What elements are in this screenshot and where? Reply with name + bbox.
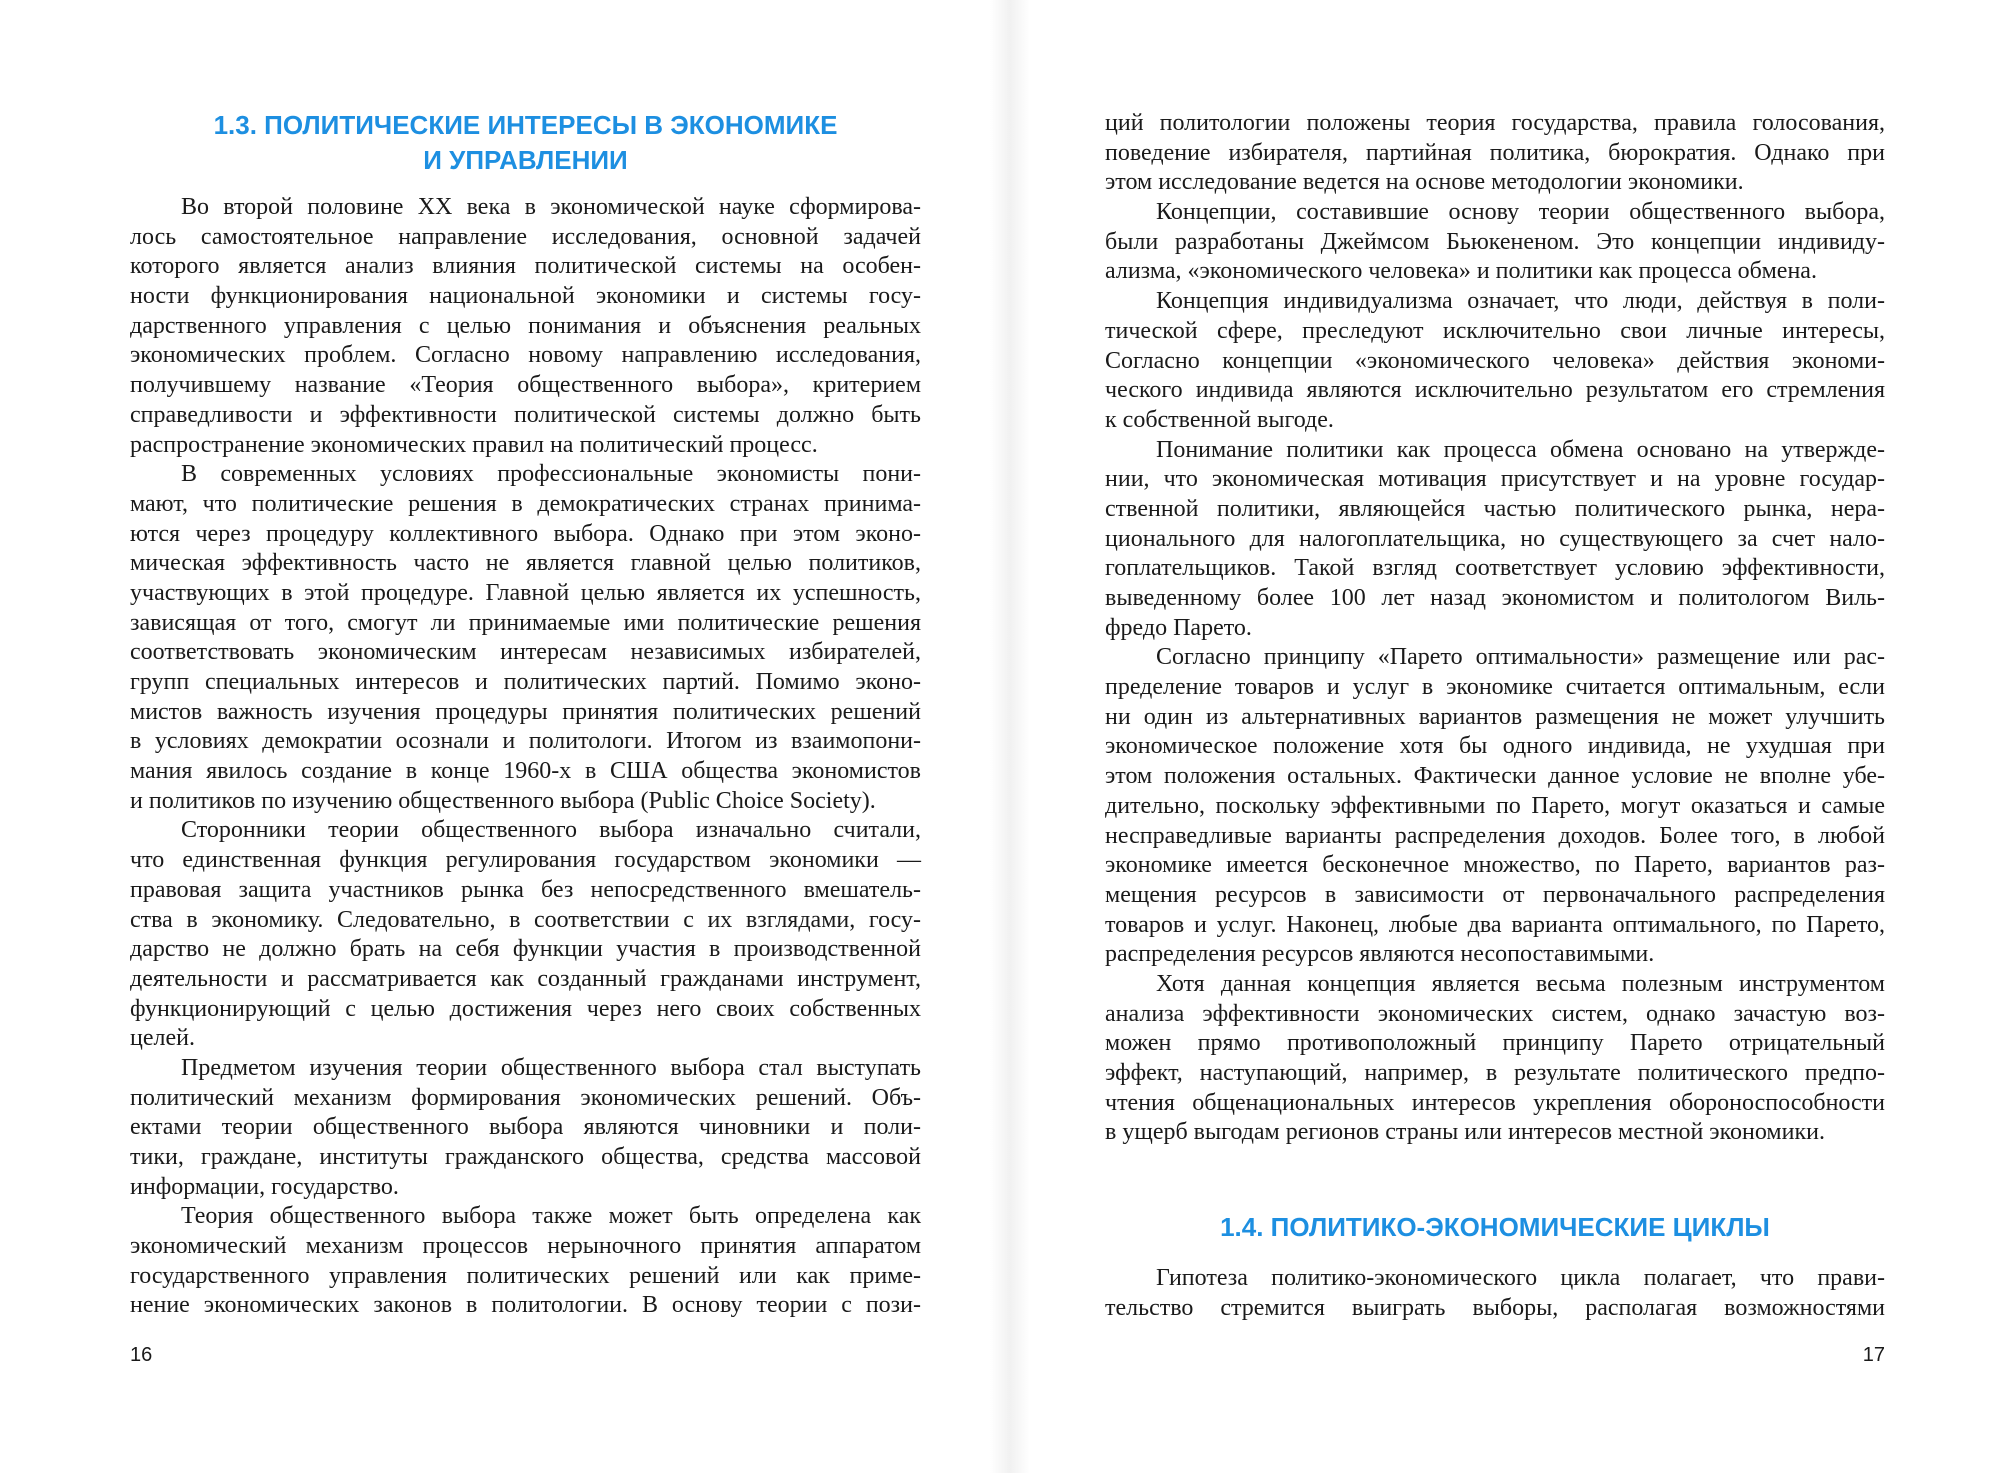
text-line: нение экономических законов в политологии. В основу теории с пози- — [130, 1292, 921, 1319]
text-line: Сторонники теории общественного выбора изначально считали, — [181, 817, 921, 844]
book-fold — [990, 0, 1030, 1473]
text-line: чтения общенациональных интересов укрепления обороноспособности — [1105, 1089, 1885, 1116]
text-line: зависящая от того, смогут ли принимаемые ими политические решения — [130, 609, 921, 636]
text-line: фредо Парето. — [1105, 614, 1252, 641]
text-line: получившему название «Теория общественного выбора», критерием — [130, 372, 921, 399]
text-line: Хотя данная концепция является весьма полезным инструментом — [1156, 970, 1885, 997]
paragraph — [1105, 643, 1885, 970]
text-line: В современных условиях профессиональные экономисты пони- — [181, 461, 921, 488]
text-line: этом положения остальных. Фактически данное условие не вполне убе- — [1105, 763, 1885, 790]
text-line: функционирующий с целью достижения через него своих собственных — [130, 995, 921, 1022]
text-line: дарственного управления с целью понимания и объяснения реальных — [130, 312, 921, 339]
paragraph — [1105, 436, 1885, 644]
text-line: лось самостоятельное направление исследования, основной задачей — [130, 223, 921, 250]
text-line: справедливости и эффективности политической системы должно быть — [130, 401, 921, 428]
section-body-text — [1105, 1264, 1885, 1323]
text-line: в ущерб выгодам регионов страны или интересов местной экономики. — [1105, 1119, 1825, 1146]
text-line: соответствовать экономическим интересам независимых избирателей, — [130, 639, 921, 666]
text-line: деятельности и рассматривается как созданный гражданами инструмент, — [130, 965, 921, 992]
paragraph — [130, 460, 921, 816]
paragraph — [130, 1054, 921, 1202]
text-line: ственной политики, являющейся частью политического рынка, нера- — [1105, 495, 1885, 522]
text-line: ются через процедуру коллективного выбора. Однако при этом эконо- — [130, 520, 921, 547]
text-line: целей. — [130, 1025, 195, 1052]
text-line: можен прямо противоположный принципу Парето отрицательный — [1105, 1030, 1885, 1057]
text-line: распределения ресурсов являются несопоставимыми. — [1105, 941, 1655, 968]
text-line: этом исследование ведется на основе методологии экономики. — [1105, 169, 1744, 196]
text-line: ческого индивида являются исключительно результатом его стремления — [1105, 377, 1885, 404]
text-line: экономический механизм процессов нерыночного принятия аппаратом — [130, 1233, 921, 1260]
text-line: Во второй половине XX века в экономической науке сформирова- — [181, 194, 921, 220]
paragraph — [1105, 287, 1885, 435]
text-line: ализма, «экономического человека» и политики как процесса обмена. — [1105, 258, 1817, 285]
text-line: Согласно принципу «Парето оптимальности» размещение или рас- — [1156, 644, 1885, 671]
text-line: государственного управления политических решений или как приме- — [130, 1262, 921, 1289]
text-line: которого является анализ влияния политической системы на особен- — [130, 253, 921, 280]
text-line: правовая защита участников рынка без непосредственного вмешатель- — [130, 876, 921, 903]
text-line: ектами теории общественного выбора являются чиновники и поли- — [130, 1114, 921, 1141]
text-line: ционального для налогоплательщика, но существующего за счет нало- — [1105, 525, 1885, 552]
text-line: к собственной выгоде. — [1105, 406, 1334, 433]
text-line: экономических проблем. Согласно новому направлению исследования, — [130, 342, 921, 369]
right-body-text — [1105, 109, 1885, 1148]
text-line: пределение товаров и услуг в экономике считается оптимальным, если — [1105, 674, 1885, 701]
text-line: анализа эффективности экономических систем, однако зачастую воз- — [1105, 1000, 1885, 1027]
text-line: гоплательщиков. Такой взгляд соответствует условию эффективности, — [1105, 555, 1885, 582]
text-line: выведенному более 100 лет назад экономистом и политологом Виль- — [1105, 585, 1885, 611]
text-line: мают, что политические решения в демократических странах принима- — [130, 490, 921, 517]
text-line: дарство не должно брать на себя функции участия в производственной — [130, 936, 921, 963]
paragraph — [1105, 1264, 1885, 1323]
text-line: поведение избирателя, партийная политика, бюрократия. Однако при — [1105, 139, 1885, 166]
text-line: мическая эффективность часто не является главной целью политиков, — [130, 550, 921, 577]
text-line: ства в экономику. Следовательно, в соответствии с их взглядами, госу- — [130, 906, 921, 933]
paragraph — [1105, 970, 1885, 1148]
paragraph — [130, 816, 921, 1054]
text-line: Понимание политики как процесса обмена основано на утвержде- — [1156, 436, 1885, 463]
text-line: экономическое положение хотя бы одного индивида, не ухудшая при — [1105, 733, 1885, 760]
text-line: Предметом изучения теории общественного выбора стал выступать — [181, 1054, 921, 1081]
text-line: тики, граждане, институты гражданского общества, средства массовой — [130, 1144, 921, 1170]
page-number: 16 — [130, 1344, 153, 1366]
text-line: Гипотеза политико-экономического цикла полагает, что прави- — [1156, 1265, 1885, 1291]
text-line: мания явилось создание в конце 1960-х в США общества экономистов — [130, 758, 921, 785]
text-line: эффект, наступающий, например, в результате политического предпо- — [1105, 1060, 1885, 1086]
text-line: участвующих в этой процедуре. Главной целью является их успешность, — [130, 579, 921, 606]
text-line: ности функционирования национальной экономики и системы госу- — [130, 283, 921, 310]
text-line: Теория общественного выбора также может быть определена как — [181, 1203, 921, 1230]
text-line: тической сфере, преследуют исключительно свои личные интересы, — [1105, 317, 1885, 344]
text-line: ций политологии положены теория государства, правила голосования, — [1105, 110, 1885, 136]
text-line: ни один из альтернативных вариантов размещения не может улучшить — [1105, 703, 1885, 730]
text-line: в условиях демократии осознали и политологи. Итогом из взаимопони- — [130, 728, 921, 755]
text-line: Согласно концепции «экономического человека» действия экономи- — [1105, 347, 1885, 374]
text-line: мистов важность изучения процедуры принятия политических решений — [130, 698, 921, 725]
section-heading-line-1: 1.3. ПОЛИТИЧЕСКИЕ ИНТЕРЕСЫ В ЭКОНОМИКЕ — [213, 110, 838, 140]
text-line: политический механизм формирования экономических решений. Объ- — [130, 1084, 921, 1111]
paragraph — [130, 193, 921, 460]
section-heading: 1.4. ПОЛИТИКО-ЭКОНОМИЧЕСКИЕ ЦИКЛЫ — [1220, 1212, 1770, 1242]
text-line: были разработаны Джеймсом Бьюкененом. Это концепции индивиду- — [1105, 228, 1885, 255]
left-body-text — [130, 193, 921, 1321]
text-line: несправедливые варианты распределения доходов. Более того, в любой — [1105, 822, 1885, 849]
text-line: нии, что экономическая мотивация присутствует и на уровне государ- — [1105, 466, 1885, 493]
text-line: дительно, поскольку эффективными по Парето, могут оказаться и самые — [1105, 792, 1885, 819]
section-heading-line-2: И УПРАВЛЕНИИ — [423, 145, 628, 175]
paragraph — [1105, 109, 1885, 198]
text-line: групп специальных интересов и политических партий. Помимо эконо- — [130, 669, 921, 695]
paragraph — [1105, 198, 1885, 287]
text-line: распространение экономических правил на политический процесс. — [130, 431, 818, 458]
text-line: Концепция индивидуализма означает, что люди, действуя в поли- — [1156, 288, 1885, 315]
text-line: информации, государство. — [130, 1173, 399, 1200]
text-line: тельство стремится выиграть выборы, располагая возможностями — [1105, 1294, 1885, 1321]
text-line: что единственная функция регулирования государством экономики — — [130, 847, 921, 874]
page-number: 17 — [1862, 1344, 1885, 1366]
paragraph — [130, 1202, 921, 1321]
text-line: Концепции, составившие основу теории общественного выбора, — [1156, 199, 1885, 226]
text-line: экономике имеется бесконечное множество, по Парето, вариантов раз- — [1105, 852, 1885, 879]
text-line: мещения ресурсов в зависимости от первоначального распределения — [1105, 881, 1885, 908]
text-line: товаров и услуг. Наконец, любые два варианта оптимального, по Парето, — [1105, 911, 1885, 938]
text-line: и политиков по изучению общественного выбора (Public Choice Society). — [130, 787, 876, 814]
